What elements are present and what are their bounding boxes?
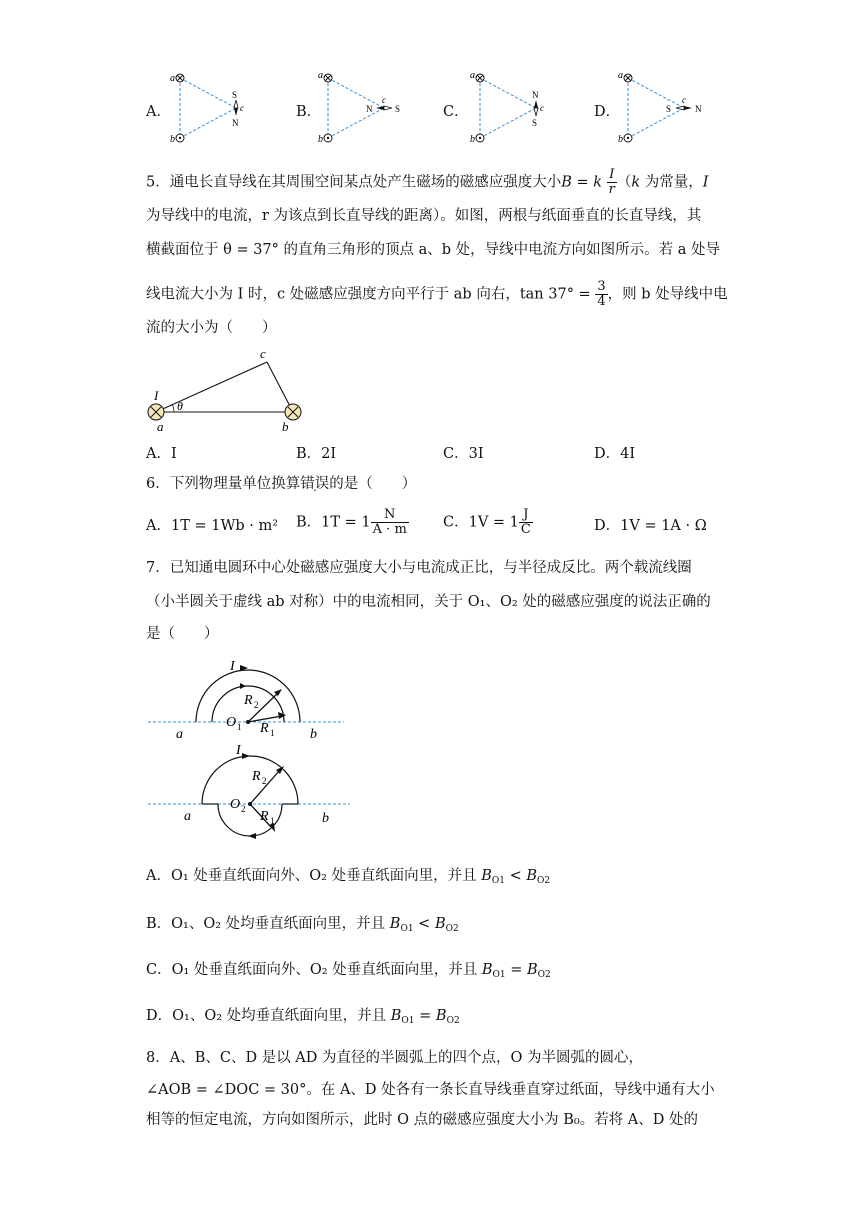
q7-option-b-o1-letter: O xyxy=(400,924,408,934)
q7-option-c-rel: = xyxy=(510,962,523,978)
q6-option-a-text: 1T = 1Wb · m² xyxy=(170,518,279,534)
q7-option-a-o2 xyxy=(537,876,550,886)
q8-line-3: 相等的恒定电流，方向如图所示，此时 O 点的磁感应强度大小为 B₀。若将 A、D 处的 xyxy=(146,1112,698,1128)
q6-option-b-label: B． xyxy=(296,514,322,531)
q7-option-b-rel: < xyxy=(418,916,431,932)
q5-line-4 xyxy=(146,280,728,309)
q5-fig-c: c xyxy=(260,346,266,361)
q6-stem xyxy=(146,474,416,494)
q4-option-c-label: C． xyxy=(443,104,469,120)
q6-stem-b: 的是（ ） xyxy=(329,476,417,492)
q6-option-b xyxy=(296,508,409,537)
q7-option-c-o2 xyxy=(538,970,551,980)
q5-line-4-tail: ，则 b 处导线中电 xyxy=(607,286,728,303)
q7-fig1-r2-sub: 2 xyxy=(254,700,259,710)
q5-line-5: 流的大小为（ ） xyxy=(146,320,277,336)
q4-a-b: b xyxy=(170,134,175,145)
q7-fig1-r2: R xyxy=(244,693,253,708)
q5-line-1-tail: 为常量， xyxy=(640,174,703,191)
q5-frac-den: r xyxy=(608,182,615,197)
q7-figure-1 xyxy=(144,654,354,740)
q5-paren: （ xyxy=(616,174,632,191)
q6-option-c-label: C． xyxy=(443,514,469,531)
q5-frac-num: I xyxy=(607,168,617,183)
q7-fig1-i: I xyxy=(230,659,235,674)
q7-option-d-b1: B xyxy=(390,1008,402,1024)
q4-c-pole-top: N xyxy=(532,90,539,100)
q5-equals: = xyxy=(571,174,594,191)
q7-option-c xyxy=(146,960,551,985)
q6-option-a-label: A． xyxy=(146,518,171,534)
q7-option-b-o2 xyxy=(446,924,459,934)
q6-option-d xyxy=(594,516,707,536)
q5-k2: k xyxy=(631,174,641,191)
q7-option-b xyxy=(146,914,459,939)
q6-option-d-text: 1V = 1A · Ω xyxy=(620,518,707,534)
q7-option-c-o1-letter: O xyxy=(492,970,500,980)
q7-option-d-o2-letter: O xyxy=(446,1016,454,1026)
q4-b-pole-right: S xyxy=(395,104,401,114)
q7-option-a-o2-num: 2 xyxy=(544,876,551,886)
q7-option-a-b1: B xyxy=(481,868,492,884)
q6-option-a xyxy=(146,516,278,536)
q8-line-2: ∠AOB = ∠DOC = 30°。在 A、D 处各有一条长直导线垂直穿过纸面，导线中通有大小 xyxy=(146,1082,715,1098)
q7-fig1-o-sub: 1 xyxy=(237,722,242,732)
q7-option-a-text: A．O₁ 处垂直纸面向外、O₂ 处垂直纸面向里，并且 xyxy=(146,868,477,884)
q6-option-c xyxy=(443,508,533,537)
q5-symbol-k: k xyxy=(593,174,603,191)
q7-option-a-o2-letter: O xyxy=(537,876,545,886)
q4-d-b: b xyxy=(618,134,623,145)
q6-option-c-num: J xyxy=(519,508,533,523)
q4-d-a: a xyxy=(618,70,623,81)
q7-option-d-b2: B xyxy=(435,1008,447,1024)
q4-option-d-label: D． xyxy=(594,104,621,120)
q4-figure-b xyxy=(316,68,416,150)
q4-a-pole-top: S xyxy=(232,90,238,100)
q6-option-b-frac xyxy=(371,508,409,537)
q5-fig-i: I xyxy=(154,388,159,403)
q7-line-1: 7．已知通电圆环中心处磁感应强度大小与电流成正比，与半径成反比。两个载流线圈 xyxy=(146,560,692,576)
q4-b-pole-left: N xyxy=(366,104,373,114)
q5-triangle-figure xyxy=(140,342,320,432)
q4-figure-c xyxy=(468,68,558,150)
q5-tan-num: 3 xyxy=(597,279,606,294)
q5-line-1-text: 5．通电长直导线在其周围空间某点处产生磁场的磁感应强度大小 xyxy=(146,174,562,191)
q6-stem-a: 6．下列物理量单位换算 xyxy=(146,476,301,492)
q7-option-d-o1-num: 1 xyxy=(408,1016,415,1026)
q7-fig2-o-sub: 2 xyxy=(241,804,246,814)
q7-option-c-o2-letter: O xyxy=(537,970,546,980)
q7-option-d-text: D．O₁、O₂ 处均垂直纸面向里，并且 xyxy=(146,1008,387,1024)
q5-tan-den: 4 xyxy=(597,294,606,309)
q4-a-a: a xyxy=(170,73,175,84)
q7-line-3: 是（ ） xyxy=(146,626,219,642)
q6-stem-emphasis: 错误 xyxy=(300,476,330,492)
q5-option-c: C．3I xyxy=(443,446,484,462)
q5-fraction xyxy=(607,168,617,197)
q4-d-pole-right: N xyxy=(695,104,702,114)
q7-fig1-r1: R xyxy=(260,721,269,736)
q7-fig1-r1-sub: 1 xyxy=(270,728,275,738)
q6-option-b-pre: 1T = 1 xyxy=(321,514,371,531)
q5-line-2: 为导线中的电流，r 为该点到长直导线的距离）。如图，两根与纸面垂直的长直导线，其 xyxy=(146,208,702,224)
q6-option-d-label: D． xyxy=(594,518,621,534)
q6-option-c-pre: 1V = 1 xyxy=(468,514,519,531)
q7-fig2-i: I xyxy=(236,743,241,758)
q7-option-b-o2-letter: O xyxy=(445,924,453,934)
q7-option-c-b1: B xyxy=(481,962,493,978)
q4-option-a-label: A． xyxy=(146,104,171,120)
q7-fig2-b: b xyxy=(322,811,329,826)
q7-option-a-rel: < xyxy=(509,868,522,884)
q7-option-b-b1: B xyxy=(389,916,401,932)
q6-option-c-den: C xyxy=(520,522,531,537)
q4-c-pole-bottom: S xyxy=(532,118,538,128)
q4-b-a: a xyxy=(318,70,323,81)
q4-option-b-label: B． xyxy=(296,104,322,120)
q4-b-c: c xyxy=(382,95,386,105)
q8-line-1: 8．A、B、C、D 是以 AD 为直径的半圆弧上的四个点，O 为半圆弧的圆心， xyxy=(146,1050,643,1066)
q7-figure-2 xyxy=(144,740,364,844)
q7-option-a-o1-letter: O xyxy=(491,876,500,886)
q4-c-b: b xyxy=(470,134,475,145)
q5-option-d: D．4I xyxy=(594,446,636,462)
q6-option-c-frac xyxy=(519,508,533,537)
q4-figure-d xyxy=(616,68,716,150)
q7-option-d-o1-letter: O xyxy=(401,1016,409,1026)
q7-fig1-o: O xyxy=(226,715,237,730)
q7-option-a-o1 xyxy=(492,876,505,886)
q4-c-c: c xyxy=(540,103,544,113)
q7-option-d xyxy=(146,1006,460,1031)
q5-i: I xyxy=(702,174,709,191)
q4-a-c: c xyxy=(240,103,244,113)
q7-option-d-rel: = xyxy=(419,1008,432,1024)
q4-d-c: c xyxy=(682,95,686,105)
q7-option-d-o2-num: 2 xyxy=(453,1016,460,1026)
q5-option-b: B．2I xyxy=(296,446,337,462)
q4-b-b: b xyxy=(318,134,323,145)
q7-fig2-r2: R xyxy=(252,769,261,784)
q7-option-b-o1-num: 1 xyxy=(407,924,414,934)
q7-option-c-o1 xyxy=(492,970,505,980)
q7-option-b-text: B．O₁、O₂ 处均垂直纸面向里，并且 xyxy=(146,916,386,932)
q7-fig2-r1: R xyxy=(260,809,269,824)
q7-fig2-r2-sub: 2 xyxy=(262,776,267,786)
q7-option-b-o1 xyxy=(400,924,413,934)
q7-option-c-b2: B xyxy=(526,962,538,978)
q7-option-c-o1-num: 1 xyxy=(499,970,506,980)
q5-line-1 xyxy=(146,168,709,197)
q7-option-a-o1-num: 1 xyxy=(499,876,505,886)
q5-line-3: 横截面位于 θ = 37° 的直角三角形的顶点 a、b 处，导线中电流方向如图所示。若 a 处导 xyxy=(146,242,721,258)
q5-symbol-b: B xyxy=(561,174,572,191)
q5-tan-fraction xyxy=(595,280,607,309)
q7-option-a-b2: B xyxy=(526,868,538,884)
q7-option-b-b2: B xyxy=(434,916,446,932)
q6-option-b-num: N xyxy=(371,508,409,523)
q7-option-c-text: C．O₁ 处垂直纸面向外、O₂ 处垂直纸面向里，并且 xyxy=(146,962,478,978)
q7-option-d-o2 xyxy=(447,1016,460,1026)
q7-fig1-b: b xyxy=(310,727,317,740)
q5-fig-b: b xyxy=(282,419,289,432)
q7-option-d-o1 xyxy=(401,1016,414,1026)
q4-d-pole-left: S xyxy=(666,104,672,114)
q5-fig-a: a xyxy=(157,419,164,432)
q7-fig2-o: O xyxy=(230,797,241,812)
q7-fig1-a: a xyxy=(176,727,183,740)
q5-option-a: A．I xyxy=(146,446,177,462)
q5-line-4-text: 线电流大小为 I 时，c 处磁感应强度方向平行于 ab 向右，tan 37° = xyxy=(146,286,591,303)
q7-option-c-o2-num: 2 xyxy=(545,970,551,980)
q4-figure-a xyxy=(168,68,258,150)
q6-option-b-den: A · m xyxy=(372,522,407,537)
q7-line-2: （小半圆关于虚线 ab 对称）中的电流相同，关于 O₁、O₂ 处的磁感应强度的说法正确的 xyxy=(146,594,711,610)
q7-fig2-r1-sub: 1 xyxy=(270,816,275,826)
q7-fig2-a: a xyxy=(184,809,191,824)
q7-option-a xyxy=(146,866,550,891)
q4-c-a: a xyxy=(470,70,475,81)
q4-a-pole-bottom: N xyxy=(232,118,239,128)
q7-option-b-o2-num: 2 xyxy=(452,924,459,934)
q5-fig-theta: θ xyxy=(177,399,183,413)
